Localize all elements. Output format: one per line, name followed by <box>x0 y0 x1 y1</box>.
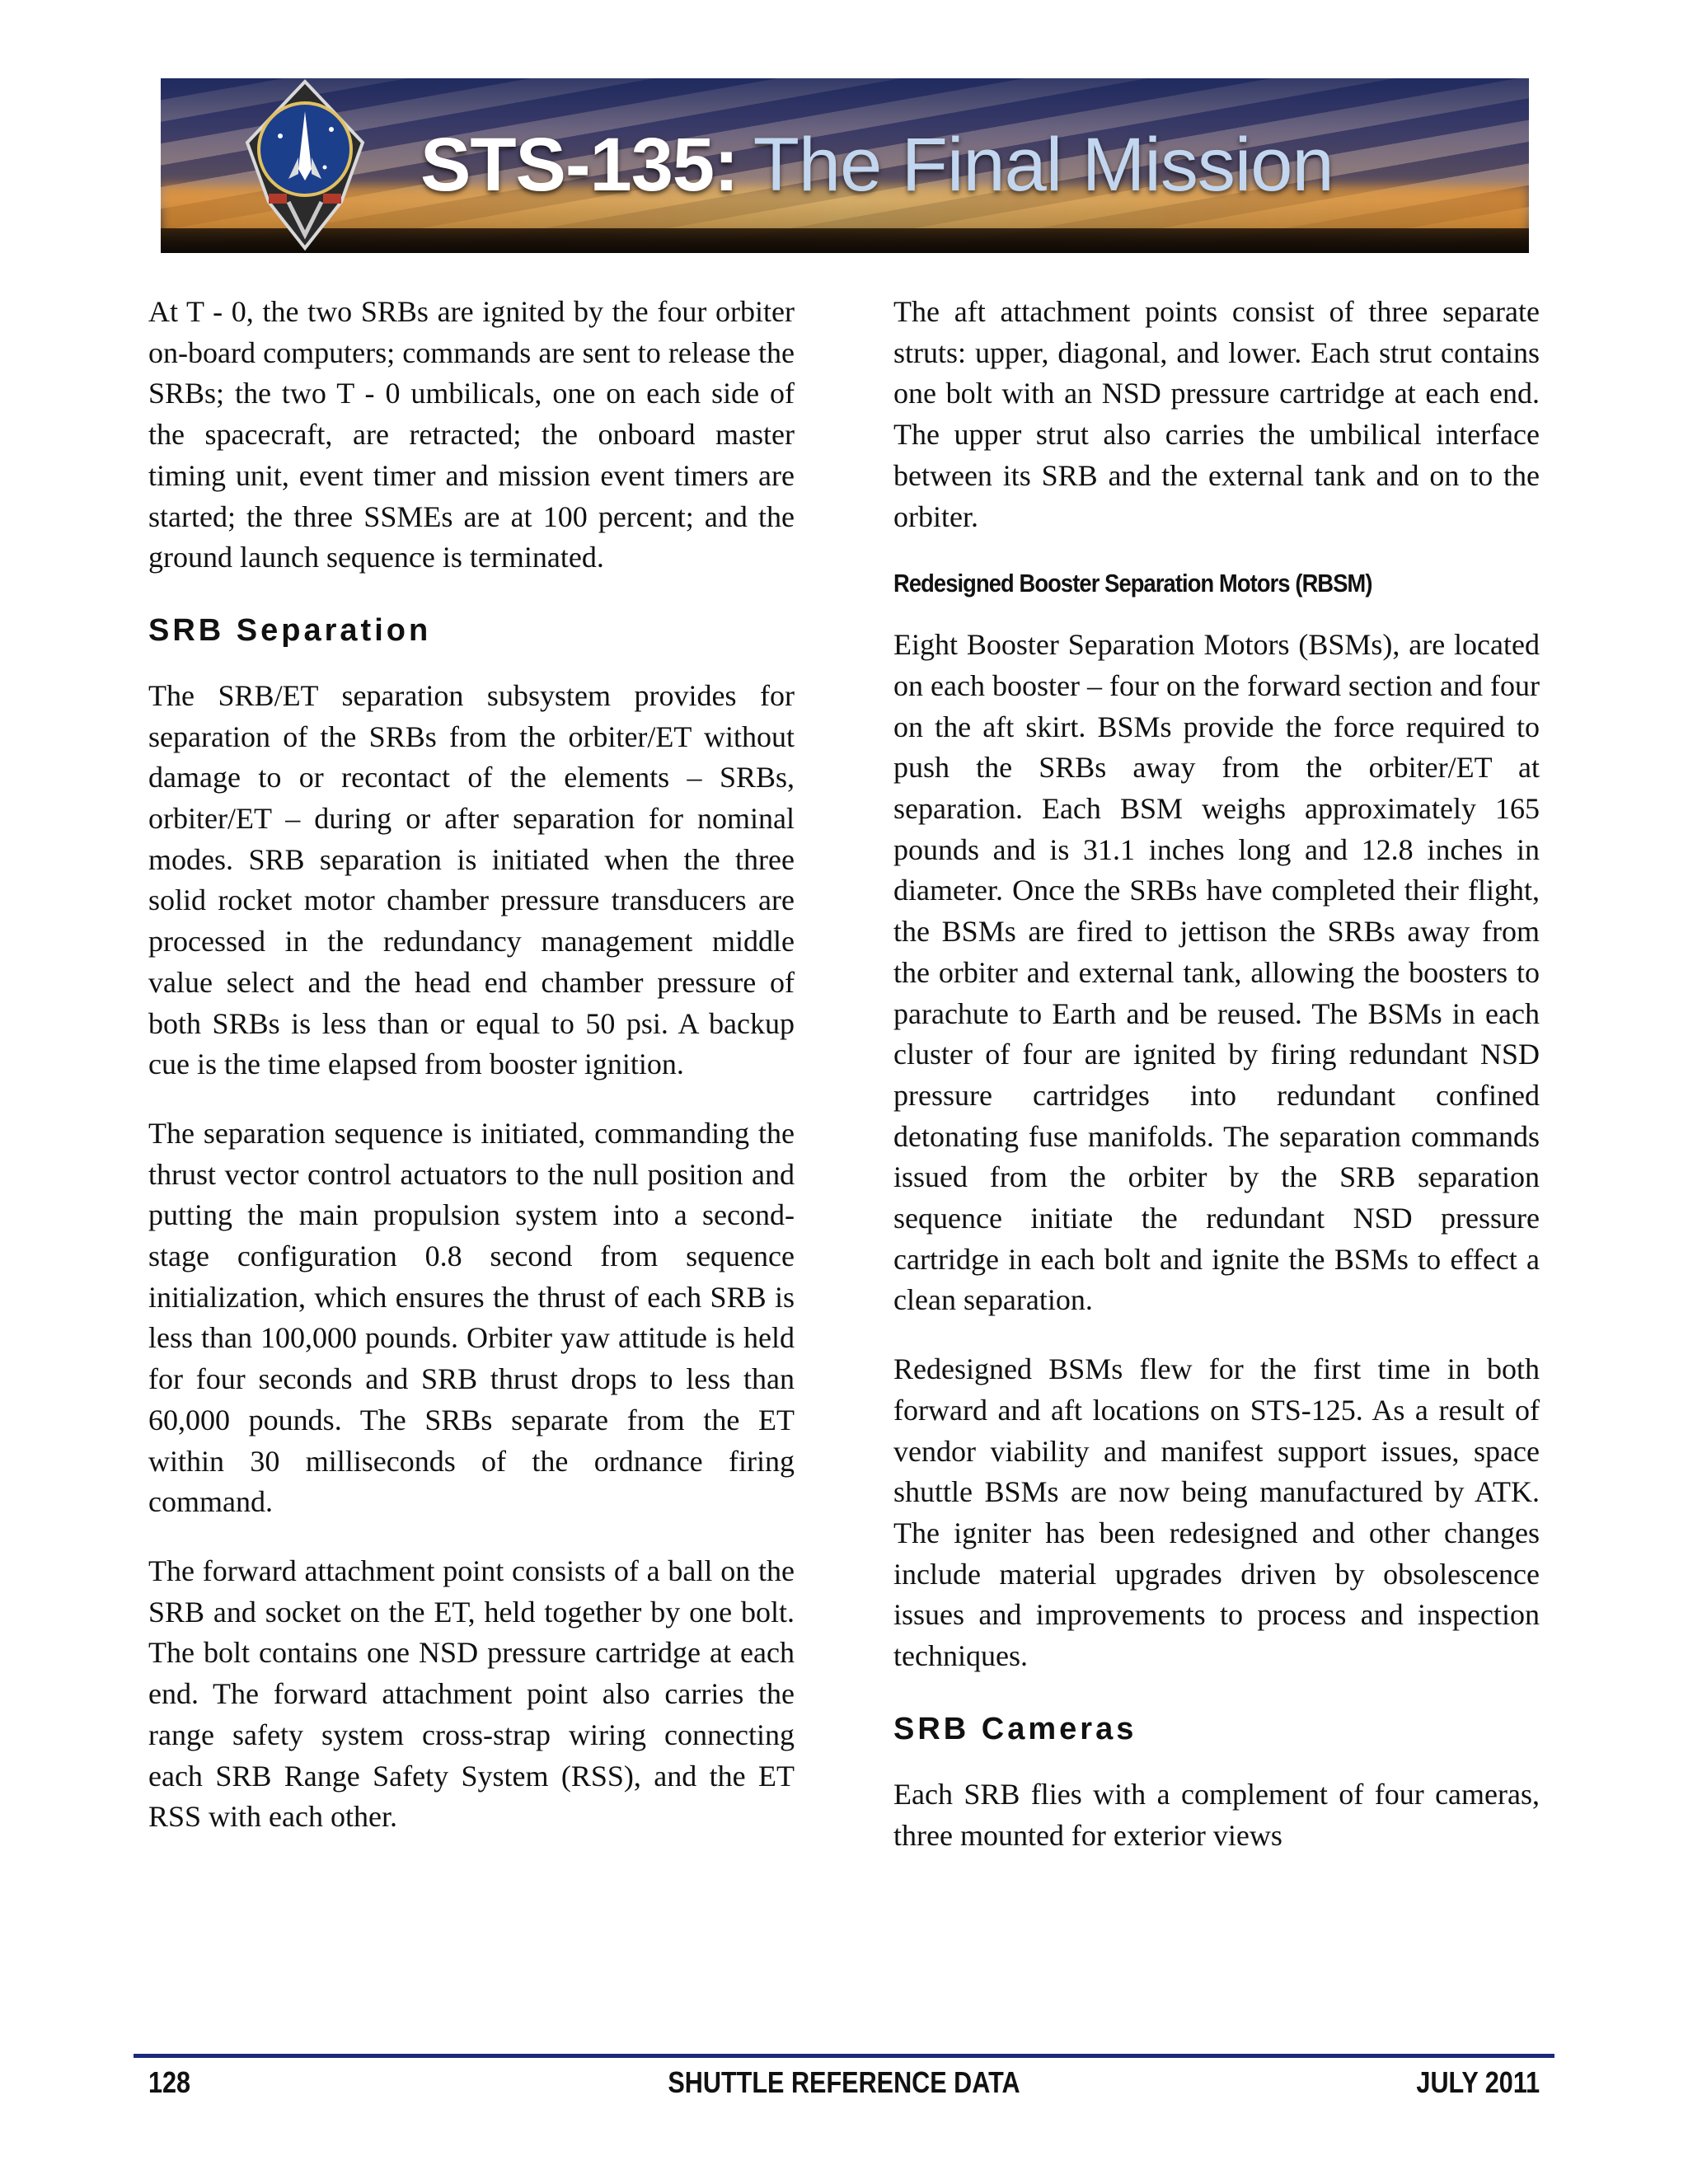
paragraph-separation-sequence: The separation sequence is initiated, commanding the thrust vector control actuators to the null position and putting the main propulsion system into a second-stage configuration 0.8 second from sequence initialization, which ensures the thrust of each SRB is less than 100,000 pounds. Orbiter yaw attitude is held for four seconds and SRB thrust drops to less than 60,000 pounds. The SRBs separate from the ET within 30 milliseconds of the ordnance firing command. <box>148 1116 795 1519</box>
sts-135-mission-patch-icon <box>239 78 371 253</box>
heading-srb-separation: SRB Separation <box>148 612 432 648</box>
footer-date: JULY 2011 <box>1416 2065 1540 2099</box>
paragraph-t0-ignition: At T - 0, the two SRBs are ignited by the four orbiter on-board computers; commands are sent to release the SRBs; the two T - 0 umbilicals, one on each side of the spacecraft, are retracted; the onboard master timing unit, event timer and mission event timers are started; the three SSMEs are at 100 percent; and the ground launch sequence is terminated. <box>148 295 795 574</box>
right-column <box>893 292 1540 1884</box>
header-banner <box>161 78 1529 253</box>
footer-title: SHUTTLE REFERENCE DATA <box>668 2065 1020 2099</box>
heading-srb-cameras: SRB Cameras <box>893 1711 1137 1746</box>
banner-title-bold: STS-135: <box>420 123 738 207</box>
page-number: 128 <box>148 2065 191 2099</box>
paragraph-forward-attachment: The forward attachment point consists of a ball on the SRB and socket on the ET, held together by one bolt. The bolt contains one NSD pressure cartridge at each end. The forward attachment point also carries the range safety system cross-strap wiring connecting each SRB Range Safety System (RSS), and the ET RSS with each other. <box>148 1554 795 1834</box>
footer-rule <box>134 2054 1554 2058</box>
paragraph-aft-attachment: The aft attachment points consist of three separate struts: upper, diagonal, and lower. Each strut contains one bolt with an NSD pressure cartridge at each end. The upper strut also carries the umbilical interface between its SRB and the external tank and on to the orbiter. <box>893 295 1540 533</box>
heading-rbsm: Redesigned Booster Separation Motors (RBSM) <box>893 569 1372 598</box>
paragraph-booster-separation-motors: Eight Booster Separation Motors (BSMs), are located on each booster – four on the forward section and four on the aft skirt. BSMs provide the force required to push the SRBs away from the orbiter/ET at separation. Each BSM weighs approximately 165 pounds and is 31.1 inches long and 12.8 inches in diameter. Once the SRBs have completed their flight, the BSMs are fired to jettison the SRBs away from the orbiter and external tank, allowing the boosters to parachute to Earth and be reused. The BSMs in each cluster of four are ignited by firing redundant NSD pressure cartridges into redundant confined detonating fuse manifolds. The separation commands issued from the orbiter by the SRB separation sequence initiate the redundant NSD pressure cartridge in each bolt and ignite the BSMs to effect a clean separation. <box>893 628 1540 1317</box>
banner-title-light: The Final Mission <box>753 123 1334 207</box>
page-footer <box>148 2062 1540 2103</box>
left-column <box>148 292 795 1866</box>
paragraph-redesigned-bsms: Redesigned BSMs flew for the first time in both forward and aft locations on STS-125. As a result of vendor viability and manifest support issues, space shuttle BSMs are now being manufactured by ATK. The igniter has been redesigned and other changes include material upgrades driven by obsolescence issues and improvements to process and inspection techniques. <box>893 1352 1540 1673</box>
paragraph-separation-subsystem: The SRB/ET separation subsystem provides for separation of the SRBs from the orbiter/ET without damage to or recontact of the elements – SRBs, orbiter/ET – during or after separation for nominal modes. SRB separation is initiated when the three solid rocket motor chamber pressure transducers are processed in the redundancy management middle value select and the head end chamber pressure of both SRBs is less than or equal to 50 psi. A backup cue is the time elapsed from booster ignition. <box>148 678 795 1081</box>
banner-title <box>420 95 1334 235</box>
paragraph-srb-cameras: Each SRB flies with a complement of four cameras, three mounted for exterior views <box>893 1777 1540 1852</box>
